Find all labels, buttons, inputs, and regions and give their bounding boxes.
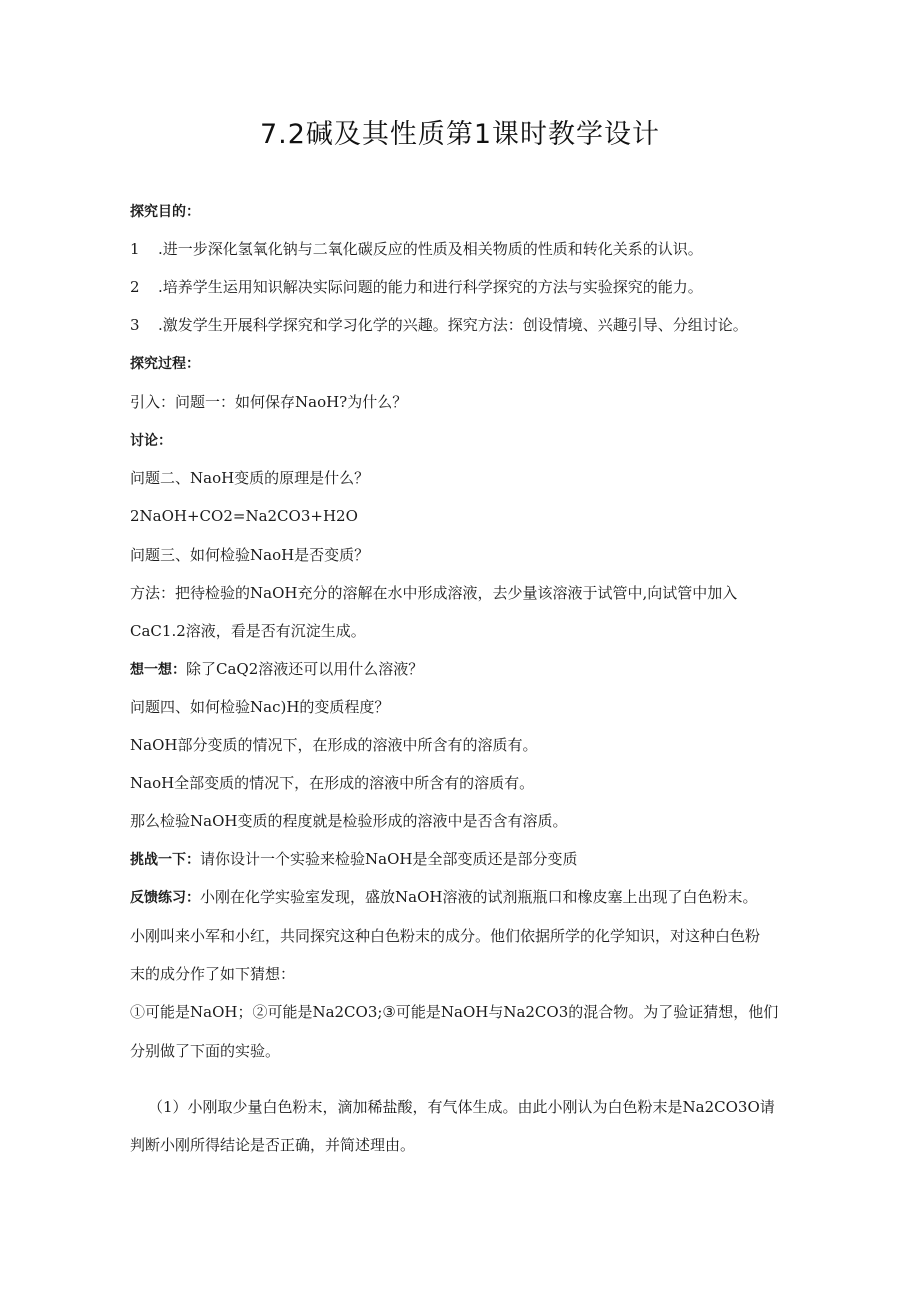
challenge-text: 请你设计一个实验来检验NaOH是全部变质还是部分变质 xyxy=(200,850,578,868)
guess-line-1: ①可能是NaOH；②可能是Na2CO3;③可能是NaOH与Na2CO3的混合物。为了验证猜想，他们 xyxy=(130,1003,779,1021)
question-3: 问题三、如何检验NaoH是否变质？ xyxy=(130,546,370,564)
experiment-1-line-1: （1）小刚取少量白色粉末，滴加稀盐酸，有气体生成。由此小刚认为白色粉末是Na2CO3O请 xyxy=(148,1098,775,1116)
experiment-1-line-2: 判断小刚所得结论是否正确，并简述理由。 xyxy=(130,1136,416,1154)
feedback-line-1 xyxy=(130,887,757,908)
reaction-equation: 2NaOH+CO2=Na2CO3+H2O xyxy=(130,507,358,525)
goal-text: .培养学生运用知识解决实际问题的能力和进行科学探究的方法与实验探究的能力。 xyxy=(158,278,703,296)
goal-number: 3 xyxy=(130,316,140,334)
goal-number: 2 xyxy=(130,278,140,296)
challenge-label: 挑战一下： xyxy=(130,852,200,868)
goal-text: .进一步深化氢氧化钠与二氧化碳反应的性质及相关物质的性质和转化关系的认识。 xyxy=(158,240,703,258)
think-text: 除了CaQ2溶液还可以用什么溶液？ xyxy=(186,660,424,678)
goal-item-1 xyxy=(130,239,703,259)
think-line xyxy=(130,659,423,680)
method-line-1: 方法：把待检验的NaOH充分的溶解在水中形成溶液，去少量该溶液于试管中,向试管中加入 xyxy=(130,584,738,602)
question-4: 问题四、如何检验Nac)H的变质程度？ xyxy=(130,698,390,716)
conclusion-line: 那么检验NaOH变质的程度就是检验形成的溶液中是否含有溶质。 xyxy=(130,812,568,830)
feedback-line-3: 末的成分作了如下猜想： xyxy=(130,965,296,983)
process-heading: 探究过程： xyxy=(130,356,200,372)
guess-line-2: 分别做了下面的实验。 xyxy=(130,1042,281,1060)
goal-heading: 探究目的： xyxy=(130,204,200,220)
document-title: 7.2碱及其性质第1课时教学设计 xyxy=(259,119,661,150)
goal-text: .激发学生开展科学探究和学习化学的兴趣。探究方法：创设情境、兴趣引导、分组讨论。 xyxy=(158,316,748,334)
feedback-label: 反馈练习： xyxy=(130,890,200,906)
partial-deterioration: NaOH部分变质的情况下，在形成的溶液中所含有的溶质有。 xyxy=(130,736,538,754)
full-deterioration: NaoH全部变质的情况下，在形成的溶液中所含有的溶质有。 xyxy=(130,774,535,792)
goal-item-3 xyxy=(130,315,748,335)
discuss-heading: 讨论： xyxy=(130,433,172,449)
feedback-line-2: 小刚叫来小军和小红，共同探究这种白色粉末的成分。他们依据所学的化学知识，对这种白色粉 xyxy=(130,927,761,945)
method-line-2: CaC1.2溶液，看是否有沉淀生成。 xyxy=(130,622,366,640)
think-label: 想一想： xyxy=(130,662,186,678)
goal-number: 1 xyxy=(130,240,140,258)
intro-line: 引入：问题一：如何保存NaoH?为什么？ xyxy=(130,393,408,411)
goal-item-2 xyxy=(130,277,703,297)
challenge-line xyxy=(130,849,577,870)
feedback-text: 小刚在化学实验室发现，盛放NaOH溶液的试剂瓶瓶口和橡皮塞上出现了白色粉末。 xyxy=(200,888,758,906)
question-2: 问题二、NaoH变质的原理是什么？ xyxy=(130,469,370,487)
